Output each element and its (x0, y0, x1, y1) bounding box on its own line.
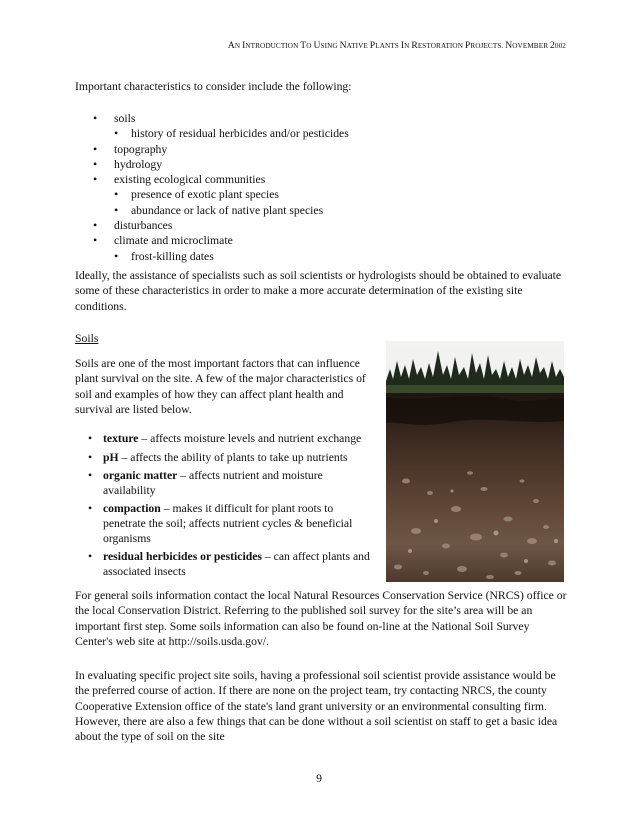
section-heading-soils: Soils (75, 332, 99, 345)
list-item-label: disturbances (114, 219, 173, 233)
list-item (88, 469, 378, 498)
specialists-paragraph: Ideally, the assistance of specialists such as soil scientists or hydrologists should be obtained to evaluate some of these characteristics in order to make a more accurate determination of the existing site conditions. (75, 269, 562, 313)
sub-list-item: • history of residual herbicides and/or pesticides (114, 126, 349, 141)
term: organic matter (103, 469, 178, 483)
sub-list (114, 187, 349, 218)
list-item (93, 157, 349, 172)
term-description: – can affect plants and associated insects (103, 550, 370, 578)
list-item-label: hydrology (114, 157, 163, 171)
soil-characteristics-list (88, 432, 378, 583)
intro-paragraph: Important characteristics to consider include the following: (75, 80, 352, 93)
sub-list-item: • presence of exotic plant species (114, 187, 349, 202)
list-item (88, 502, 378, 546)
term-description: – affects nutrient and moisture availability (103, 469, 323, 497)
list-item-label: existing ecological communities (114, 173, 266, 187)
term: texture (103, 432, 139, 445)
list-item (88, 550, 378, 579)
list-item (93, 172, 349, 218)
list-item (88, 432, 378, 447)
list-item (88, 451, 378, 466)
nrcs-paragraph: For general soils information contact the local Natural Resources Conservation Service (NRCS) office or the local Conservation District. Referring to the published soil survey for the site’s area will be an important first step. Some soils information can also be found on-line at the National Soil Survey Center's web site at http://soils.usda.gov/. (75, 589, 567, 648)
list-item (93, 111, 349, 142)
term-description: – makes it difficult for plant roots to penetrate the soil; affects nutrient cycles & beneficial organisms (103, 502, 353, 545)
list-item-label: soils (114, 112, 136, 125)
list-item (93, 218, 349, 233)
evaluation-paragraph: In evaluating specific project site soils, having a professional soil scientist provide assistance would be the preferred course of action. If there are none on the project team, try contacting NRCS, the county Cooperative Extension office of the state's land grant university or an environmental consulting firm. However, there are also a few things that can be done without a soil scientist on staff to get a basic idea about the type of soil on the site (75, 669, 558, 744)
sub-list-item: • abundance or lack of native plant species (114, 203, 349, 218)
sub-list (114, 249, 349, 264)
term: compaction (103, 502, 161, 516)
list-item-label: climate and microclimate (114, 234, 233, 248)
running-header: AN INTRODUCTION TO USING NATIVE PLANTS IN RESTORATION PROJECTS. NOVEMBER 2002 (227, 40, 566, 51)
list-item (93, 233, 349, 264)
term: pH (103, 450, 119, 464)
list-item-label: topography (114, 142, 168, 156)
term: residual herbicides or pesticides (103, 550, 262, 564)
soil-profile-photo (386, 341, 564, 582)
sub-list (114, 126, 349, 141)
sub-list-item: • frost-killing dates (114, 249, 349, 264)
term-description: – affects moisture levels and nutrient exchange (138, 432, 362, 445)
characteristics-list (93, 111, 349, 264)
list-item (93, 142, 349, 157)
page-number: 9 (316, 772, 322, 785)
term-description: – affects the ability of plants to take up nutrients (118, 450, 348, 464)
soils-paragraph: Soils are one of the most important factors that can influence plant survival on the site. A few of the major characteristics of soil and examples of how they can affect plant health and survival are listed below. (75, 357, 366, 416)
